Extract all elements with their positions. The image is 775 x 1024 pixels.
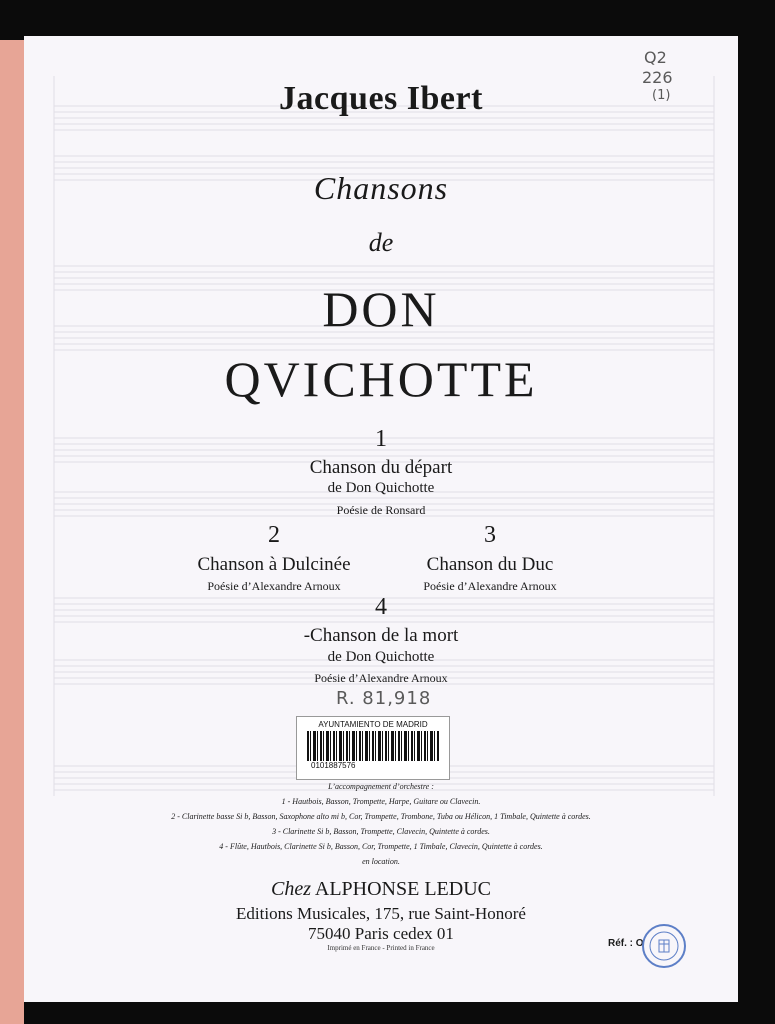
composer-name: Jacques Ibert xyxy=(279,80,483,117)
title-de: de xyxy=(368,228,394,257)
barcode-institution: AYUNTAMIENTO DE MADRID xyxy=(318,720,428,729)
publisher-name: ALPHONSE LEDUC xyxy=(314,878,492,900)
printed-in-france: Imprimé en France - Printed in France xyxy=(327,944,435,952)
song-title: Chanson à Dulcinée xyxy=(197,554,351,575)
orchestra-line: 4 - Flûte, Hautbois, Clarinette Si b, Basson, Cor, Trompette, 1 Timbale, Clavecin, Quintette à cordes. xyxy=(219,842,543,851)
song-number: 4 xyxy=(375,594,387,620)
orchestra-line: 1 - Hautbois, Basson, Trompette, Harpe, Guitare ou Clavecin. xyxy=(281,797,481,806)
barcode-label xyxy=(296,716,450,780)
publisher-chez: Chez xyxy=(270,878,311,900)
page-edge-binding xyxy=(0,40,24,1024)
handwritten-shelf-mark: Q2 xyxy=(644,48,667,67)
song-title: -Chanson de la mort xyxy=(303,625,459,646)
orchestra-footer: en location. xyxy=(362,857,400,866)
song-number: 2 xyxy=(268,522,280,548)
publisher-address-2: 75040 Paris cedex 01 xyxy=(308,924,454,943)
handwritten-shelf-mark: 226 xyxy=(642,68,673,87)
title-page xyxy=(24,36,738,1002)
handwritten-registration-number: R. 81,918 xyxy=(336,688,432,709)
orchestra-heading: L’accompagnement d’orchestre : xyxy=(328,782,434,791)
reference-label: Réf. : O xyxy=(608,938,644,949)
song-title: Chanson du Duc xyxy=(426,554,554,575)
song-number: 3 xyxy=(484,522,496,548)
song-number: 1 xyxy=(375,426,387,452)
song-title: Chanson du départ xyxy=(309,457,453,478)
title-quichotte: QVICHOTTE xyxy=(224,351,538,407)
publisher-address-1: Editions Musicales, 175, rue Saint-Honoré xyxy=(236,904,526,923)
title-don: DON xyxy=(322,281,440,337)
song-subtitle: de Don Quichotte xyxy=(327,480,435,496)
title-chansons: Chansons xyxy=(313,170,449,206)
song-poet: Poésie d’Alexandre Arnoux xyxy=(314,671,448,685)
handwritten-shelf-mark: (1) xyxy=(652,88,671,103)
song-poet: Poésie de Ronsard xyxy=(336,503,426,517)
orchestra-line: 2 - Clarinette basse Si b, Basson, Saxophone alto mi b, Cor, Trompette, Trombone, Tuba ou Hélicon, 1 Timbale, Quintette à cordes. xyxy=(171,812,591,821)
publisher-line xyxy=(24,878,738,901)
song-poet: Poésie d’Alexandre Arnoux xyxy=(207,579,341,593)
song-subtitle: de Don Quichotte xyxy=(327,649,435,665)
barcode-bars xyxy=(307,731,439,761)
barcode-number: 0101887576 xyxy=(311,761,356,770)
orchestra-line: 3 - Clarinette Si b, Basson, Trompette, Clavecin, Quintette à cordes. xyxy=(272,827,490,836)
library-stamp-seal-icon xyxy=(644,926,684,966)
song-poet: Poésie d’Alexandre Arnoux xyxy=(423,579,557,593)
library-stamp xyxy=(642,924,686,968)
